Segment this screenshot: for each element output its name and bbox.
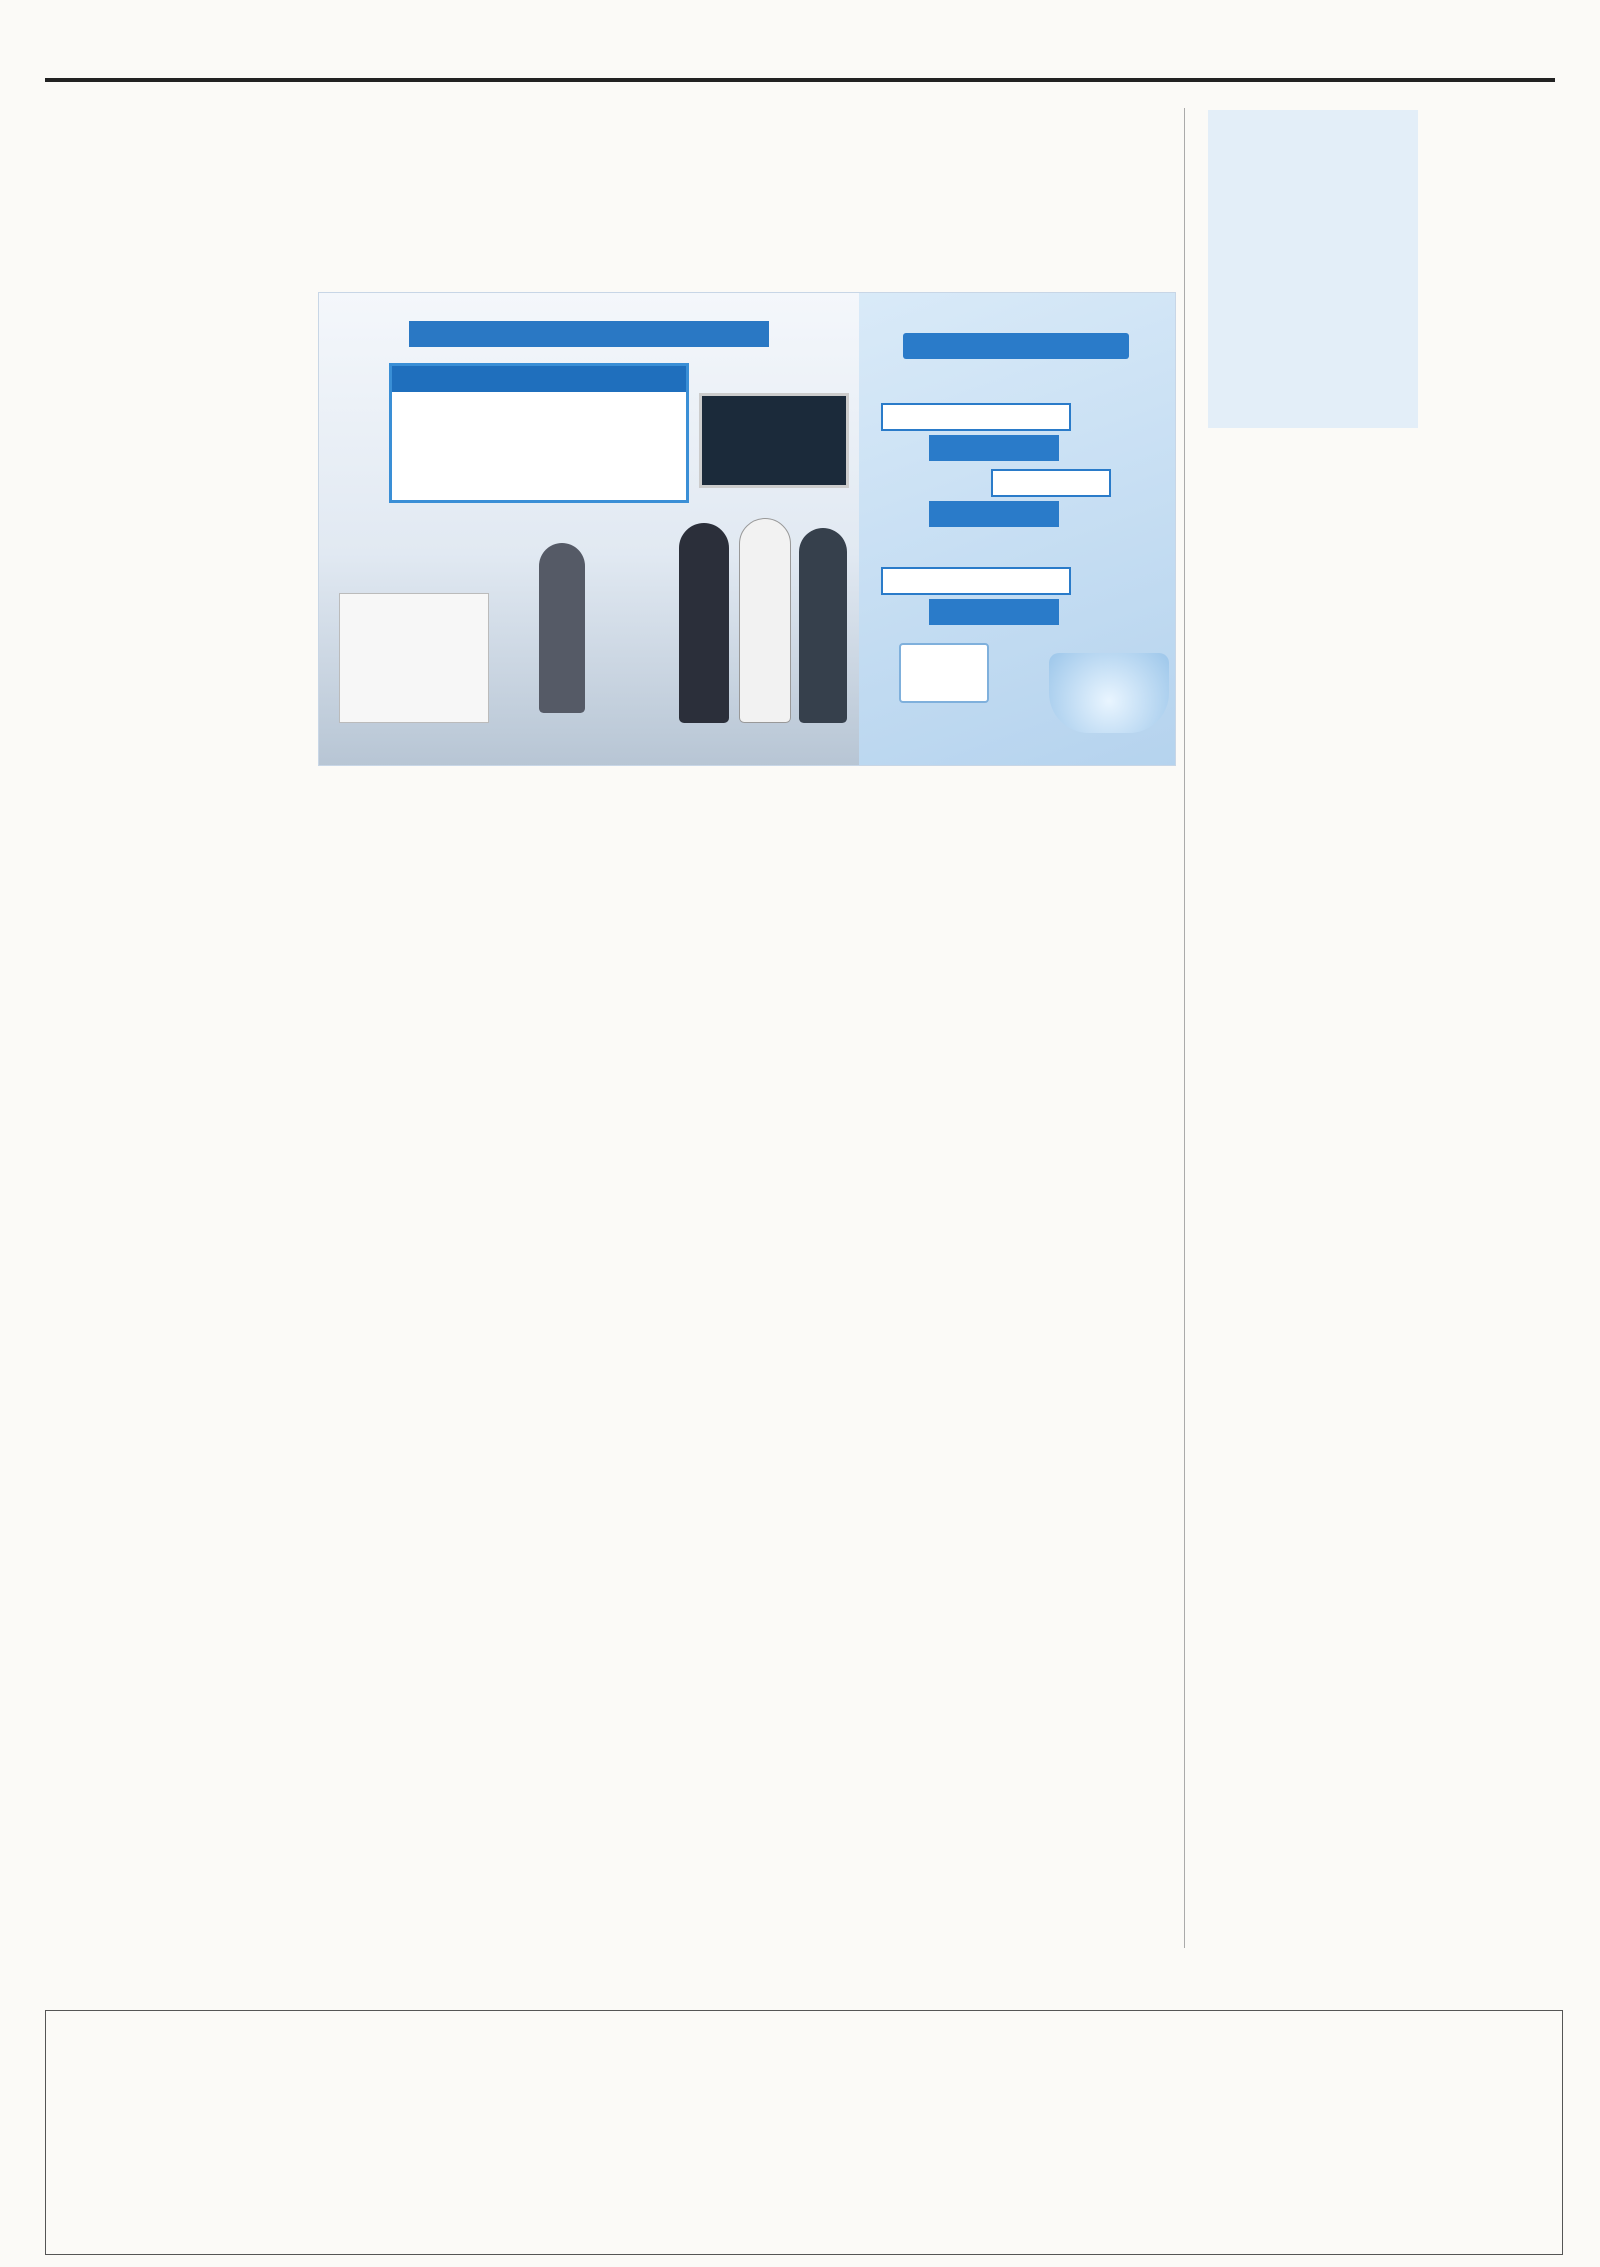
tv-illustration [899,643,989,703]
stat-value-box [881,403,1071,431]
stat-value-box [991,469,1111,497]
news-photo-infographic [318,292,1176,766]
sidebar-pullquote [1208,110,1418,428]
stats-panel [859,293,1176,766]
stat-value-box [881,567,1071,595]
visitor-figure [679,523,729,723]
stat-change [929,435,1059,461]
visitor-figure [539,543,585,713]
screen-bar [392,366,686,392]
stat-change [929,501,1059,527]
wall-tv [699,393,849,488]
article-column-4 [900,780,1170,1942]
ad-spacer [100,2006,1500,2007]
appliance-booth [339,593,489,723]
advertisement [45,2010,1563,2255]
article-column-1 [45,292,300,1942]
visitor-figure [799,528,847,723]
header-rule [45,78,1555,82]
stats-period [903,333,1129,359]
sidebar-divider [1184,108,1185,1948]
stat-change [929,599,1059,625]
expo-banner [409,321,769,347]
display-screen [389,363,689,503]
sidebar-body [1210,440,1550,1940]
expo-photo [319,293,859,766]
article-column-2 [318,780,588,1942]
visitor-figure [739,518,791,723]
article-column-3 [610,780,880,1942]
ice-illustration [1049,653,1169,733]
